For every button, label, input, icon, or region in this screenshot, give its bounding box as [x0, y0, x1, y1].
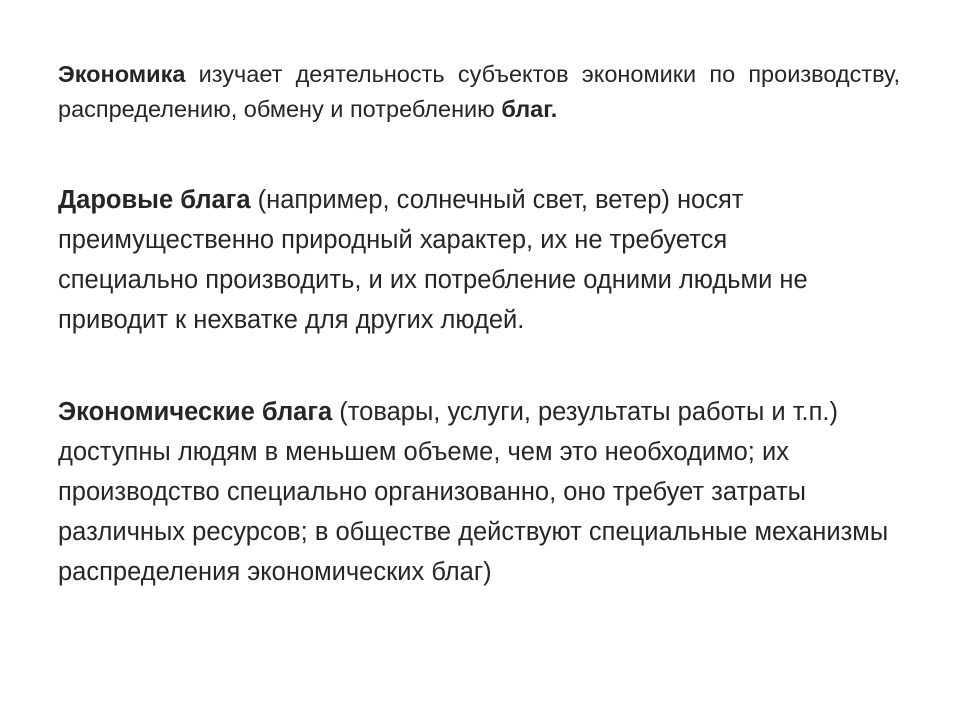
term-economic-goods: Экономические блага [58, 398, 333, 426]
paragraph-economics-definition [58, 57, 900, 127]
paragraph-free-goods [58, 180, 873, 340]
term-goods: благ. [501, 96, 558, 122]
term-economics: Экономика [58, 61, 186, 87]
definition-text: изучает деятельность субъектов экономики по производству, распределению, обмену и потреблению [58, 61, 900, 122]
paragraph-economic-goods [58, 392, 900, 592]
economic-goods-text: (товары, услуги, результаты работы и т.п.) доступны людям в меньшем объеме, чем это необходимо; их производство специально организованно, оно требует затраты различных ресурсов; в обществе действуют специальные механизмы распределения экономических благ) [58, 398, 889, 586]
free-goods-text: (например, солнечный свет, ветер) носят преимущественно природный характер, их не требуется специально производить, и их потребление одними людьми не приводит к нехватке для других людей. [58, 186, 808, 334]
term-free-goods: Даровые блага [58, 186, 251, 214]
